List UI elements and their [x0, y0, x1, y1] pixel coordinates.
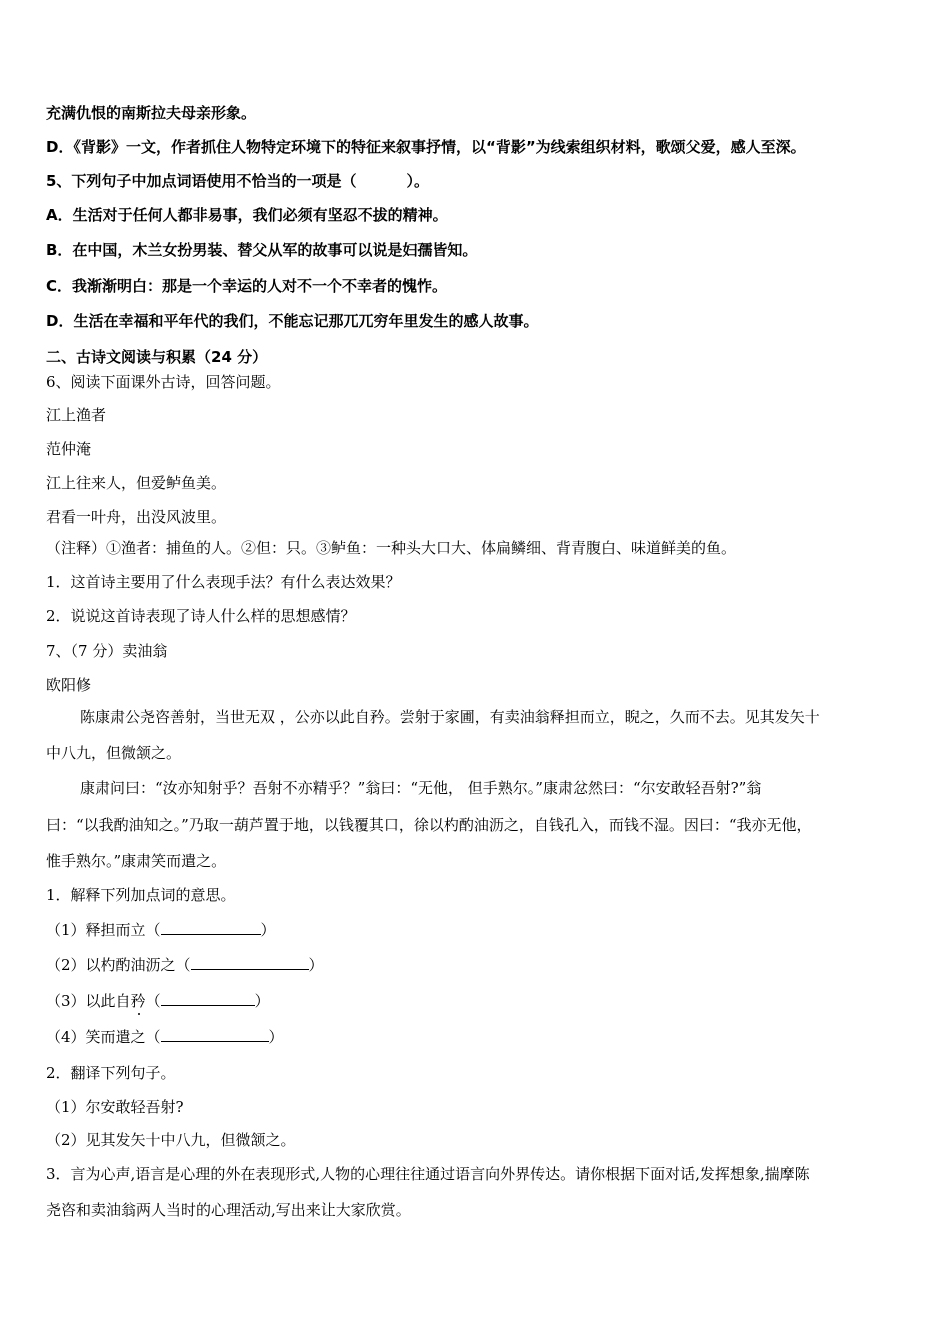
- poem-line-2: 君看一叶舟，出没风波里。: [46, 508, 227, 526]
- explain-4-label: （4）笑而遣之（: [46, 1028, 161, 1046]
- passage-p2-line-1: 康肃问曰：“汝亦知射乎？吾射不亦精乎？”翁曰：“无他， 但手熟尔。”康肃忿然曰：“尔安敢轻吾射?”翁: [80, 779, 762, 797]
- answer-blank[interactable]: [161, 991, 255, 1006]
- explain-item-4: [46, 1027, 284, 1047]
- q5-stem: 5、下列句子中加点词语使用不恰当的一项是（: [46, 172, 357, 190]
- close-paren: ）: [260, 921, 276, 939]
- answer-blank[interactable]: [161, 920, 261, 935]
- explain-item-2: [46, 955, 324, 975]
- q7-sub-1: 1．解释下列加点词的意思。: [46, 886, 236, 904]
- q7-sub-3-line-1: 3．言为心声,语言是心理的外在表现形式,人物的心理往往通过语言向外界传达。请你根据下面对话,发挥想象,揣摩陈: [46, 1165, 810, 1183]
- text-line: 充满仇恨的南斯拉夫母亲形象。: [46, 104, 257, 122]
- poem-title: 江上渔者: [46, 406, 107, 424]
- translate-item-1: （1）尔安敢轻吾射?: [46, 1098, 184, 1116]
- question-7: 7、（7 分）卖油翁: [46, 642, 168, 660]
- explain-item-1: [46, 920, 276, 940]
- q6-sub-2: 2．说说这首诗表现了诗人什么样的思想感情？: [46, 607, 356, 625]
- option-d-prev: D．《背影》一文，作者抓住人物特定环境下的特征来叙事抒情，以“背影”为线索组织材料，歌颂父爱，感人至深。: [46, 138, 806, 156]
- poem-line-1: 江上往来人，但爱鲈鱼美。: [46, 474, 227, 492]
- passage-p1-line-2: 中八九，但微颔之。: [46, 744, 182, 762]
- answer-blank[interactable]: [161, 1027, 269, 1042]
- question-6: 6、阅读下面课外古诗，回答问题。: [46, 373, 281, 391]
- passage-p1-line-1: 陈康肃公尧咨善射，当世无双 ，公亦以此自矜。尝射于家圃，有卖油翁释担而立，睨之，久而不去。见其发矢十: [80, 708, 820, 726]
- translate-item-2: （2）见其发矢十中八九，但微颔之。: [46, 1131, 296, 1149]
- q7-sub-2: 2．翻译下列句子。: [46, 1064, 176, 1082]
- poem-author: 范仲淹: [46, 440, 92, 458]
- section-2-heading: 二、古诗文阅读与积累（24 分）: [46, 348, 268, 366]
- q6-sub-1: 1．这首诗主要用了什么表现手法？有什么表达效果？: [46, 573, 401, 591]
- q5-option-d: D．生活在幸福和平年代的我们，不能忘记那兀兀穷年里发生的感人故事。: [46, 312, 539, 330]
- poem-note: （注释）①渔者：捕鱼的人。②但：只。③鲈鱼：一种头大口大、体扁鳞细、背青腹白、味道鲜美的鱼。: [46, 539, 737, 557]
- explain-1-label: （1）释担而立（: [46, 921, 161, 939]
- dotted-word: 矜: [130, 992, 146, 1010]
- explain-item-3: [46, 991, 270, 1011]
- answer-blank[interactable]: [191, 955, 309, 970]
- close-paren: ）: [268, 1028, 284, 1046]
- close-paren: ）: [254, 992, 270, 1010]
- q5-option-c: C．我渐渐明白：那是一个幸运的人对不一个不幸者的愧怍。: [46, 277, 448, 295]
- explain-2-label: （2）以杓酌油沥之（: [46, 956, 191, 974]
- passage-p2-line-3: 惟手熟尔。”康肃笑而遣之。: [46, 852, 227, 870]
- close-paren: ）: [308, 956, 324, 974]
- q5-option-a: A．生活对于任何人都非易事，我们必须有坚忍不拔的精神。: [46, 206, 448, 224]
- open-paren: （: [145, 992, 161, 1010]
- question-5: [46, 171, 429, 191]
- explain-3-label: （3）以此自: [46, 992, 131, 1010]
- q5-option-b: B．在中国，木兰女扮男装、替父从军的故事可以说是妇孺皆知。: [46, 241, 478, 259]
- q5-stem-end: ）。: [406, 172, 429, 190]
- q7-author: 欧阳修: [46, 676, 92, 694]
- passage-p2-line-2: 曰：“以我酌油知之。”乃取一葫芦置于地，以钱覆其口，徐以杓酌油沥之，自钱孔入，而钱不湿。因曰：“我亦无他，: [46, 816, 812, 834]
- q7-sub-3-line-2: 尧咨和卖油翁两人当时的心理活动,写出来让大家欣赏。: [46, 1201, 411, 1219]
